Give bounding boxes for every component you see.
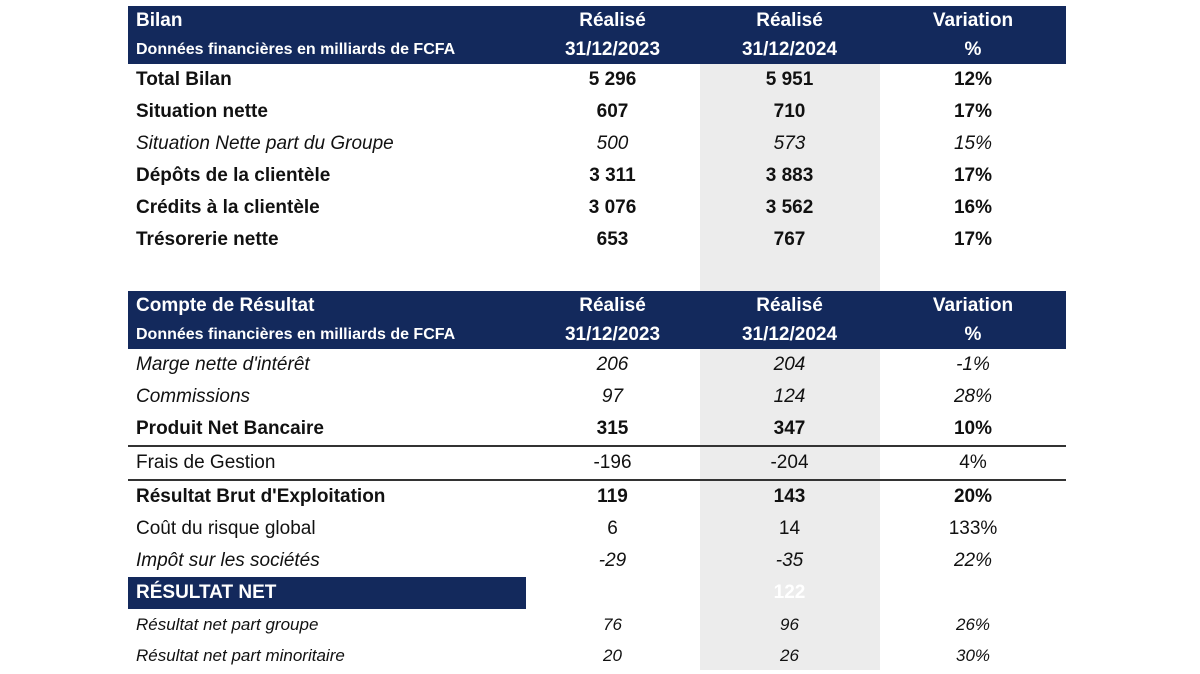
bilan-col-pct: % xyxy=(880,35,1066,64)
row-label: Coût du risque global xyxy=(136,518,316,539)
variation: 30% xyxy=(955,645,991,665)
variation: 17% xyxy=(953,229,993,250)
table-row xyxy=(128,413,1066,446)
bilan-col-realise-2024: Réalisé xyxy=(699,6,880,35)
variation: 28% xyxy=(953,386,993,407)
row-label: Résultat net part groupe xyxy=(136,614,319,634)
bilan-col-realise-2023: Réalisé xyxy=(526,6,699,35)
table-row xyxy=(128,609,1066,640)
row-label: Produit Net Bancaire xyxy=(136,418,324,439)
value-2023: 6 xyxy=(607,518,618,539)
value-2024: 204 xyxy=(773,354,806,375)
bilan-header-row-2 xyxy=(128,35,1066,64)
compte-header-row-1 xyxy=(128,291,1066,320)
value-2024: 14 xyxy=(778,518,801,539)
value-2023: -196 xyxy=(526,446,699,480)
value-2023: 5 296 xyxy=(588,69,637,90)
value-2023: 315 xyxy=(596,418,629,439)
value-2024: 347 xyxy=(773,418,806,439)
variation: 15% xyxy=(953,133,993,154)
value-2024: 143 xyxy=(699,480,880,513)
variation: 16% xyxy=(953,197,993,218)
variation: -1% xyxy=(956,354,990,375)
value-2023: 206 xyxy=(596,354,629,375)
value-2023: 96 xyxy=(601,582,624,603)
table-row xyxy=(128,160,1066,192)
table-row xyxy=(128,192,1066,224)
bilan-title: Bilan xyxy=(128,6,526,35)
compte-de-resultat-table xyxy=(128,291,1066,671)
compte-col-date-2024: 31/12/2024 xyxy=(699,320,880,349)
variation: 17% xyxy=(953,165,993,186)
value-2024: 5 951 xyxy=(765,69,814,90)
variation: 4% xyxy=(880,446,1066,480)
table-row xyxy=(128,513,1066,545)
table-row xyxy=(128,381,1066,413)
bilan-col-variation: Variation xyxy=(880,6,1066,35)
compte-col-pct: % xyxy=(880,320,1066,349)
value-2024: 124 xyxy=(773,386,806,407)
row-label: Frais de Gestion xyxy=(128,446,526,480)
table-row xyxy=(128,446,1066,480)
value-2023: -29 xyxy=(598,550,627,571)
table-row xyxy=(128,64,1066,96)
value-2024: 26 xyxy=(780,645,799,665)
value-2024: 122 xyxy=(773,582,806,603)
bilan-header-row-1 xyxy=(128,6,1066,35)
table-row xyxy=(128,480,1066,513)
value-2024: 96 xyxy=(780,614,799,634)
variation: 12% xyxy=(953,69,993,90)
variation: 10% xyxy=(953,418,993,439)
table-row xyxy=(128,640,1066,671)
value-2023: 653 xyxy=(596,229,629,250)
variation: 27% xyxy=(953,582,993,603)
value-2023: 76 xyxy=(603,614,622,634)
value-2024: 710 xyxy=(773,101,806,122)
value-2023: 119 xyxy=(526,480,699,513)
row-label: Total Bilan xyxy=(136,69,232,90)
row-label: RÉSULTAT NET xyxy=(128,577,526,609)
compte-col-variation: Variation xyxy=(880,291,1066,320)
row-label: Dépôts de la clientèle xyxy=(136,165,331,186)
value-2024: 767 xyxy=(773,229,806,250)
compte-col-date-2023: 31/12/2023 xyxy=(526,320,699,349)
row-label: Résultat net part minoritaire xyxy=(136,645,345,665)
row-label: Crédits à la clientèle xyxy=(136,197,320,218)
value-2024: 573 xyxy=(773,133,806,154)
row-label: Trésorerie nette xyxy=(136,229,279,250)
compte-col-realise-2024: Réalisé xyxy=(699,291,880,320)
value-2023: 20 xyxy=(603,645,622,665)
table-row xyxy=(128,545,1066,577)
bilan-subtitle: Données financières en milliards de FCFA xyxy=(128,35,526,64)
variation: 20% xyxy=(880,480,1066,513)
row-label: Résultat Brut d'Exploitation xyxy=(128,480,526,513)
row-label: Commissions xyxy=(136,386,251,407)
compte-header-row-2 xyxy=(128,320,1066,349)
table-row xyxy=(128,349,1066,381)
variation: 17% xyxy=(953,101,993,122)
compte-title: Compte de Résultat xyxy=(128,291,526,320)
value-2024: -204 xyxy=(699,446,880,480)
bilan-col-date-2024: 31/12/2024 xyxy=(699,35,880,64)
variation: 26% xyxy=(955,614,991,634)
value-2024: 3 883 xyxy=(765,165,814,186)
row-label: Situation nette xyxy=(136,101,268,122)
value-2023: 500 xyxy=(596,133,629,154)
value-2023: 3 076 xyxy=(588,197,637,218)
row-label: Impôt sur les sociétés xyxy=(136,550,320,571)
value-2024: 3 562 xyxy=(765,197,814,218)
compte-col-realise-2023: Réalisé xyxy=(526,291,699,320)
bilan-table xyxy=(128,6,1066,256)
row-label: Situation Nette part du Groupe xyxy=(136,133,394,154)
bilan-col-date-2023: 31/12/2023 xyxy=(526,35,699,64)
value-2023: 607 xyxy=(596,101,629,122)
value-2023: 97 xyxy=(601,386,624,407)
row-label: Marge nette d'intérêt xyxy=(136,354,310,375)
value-2023: 3 311 xyxy=(589,165,636,186)
variation: 22% xyxy=(953,550,993,571)
compte-subtitle: Données financières en milliards de FCFA xyxy=(128,320,526,349)
variation: 133% xyxy=(948,518,998,539)
table-row xyxy=(128,128,1066,160)
value-2024: -35 xyxy=(775,550,804,571)
resultat-net-row xyxy=(128,577,1066,609)
table-row xyxy=(128,224,1066,256)
table-row xyxy=(128,96,1066,128)
